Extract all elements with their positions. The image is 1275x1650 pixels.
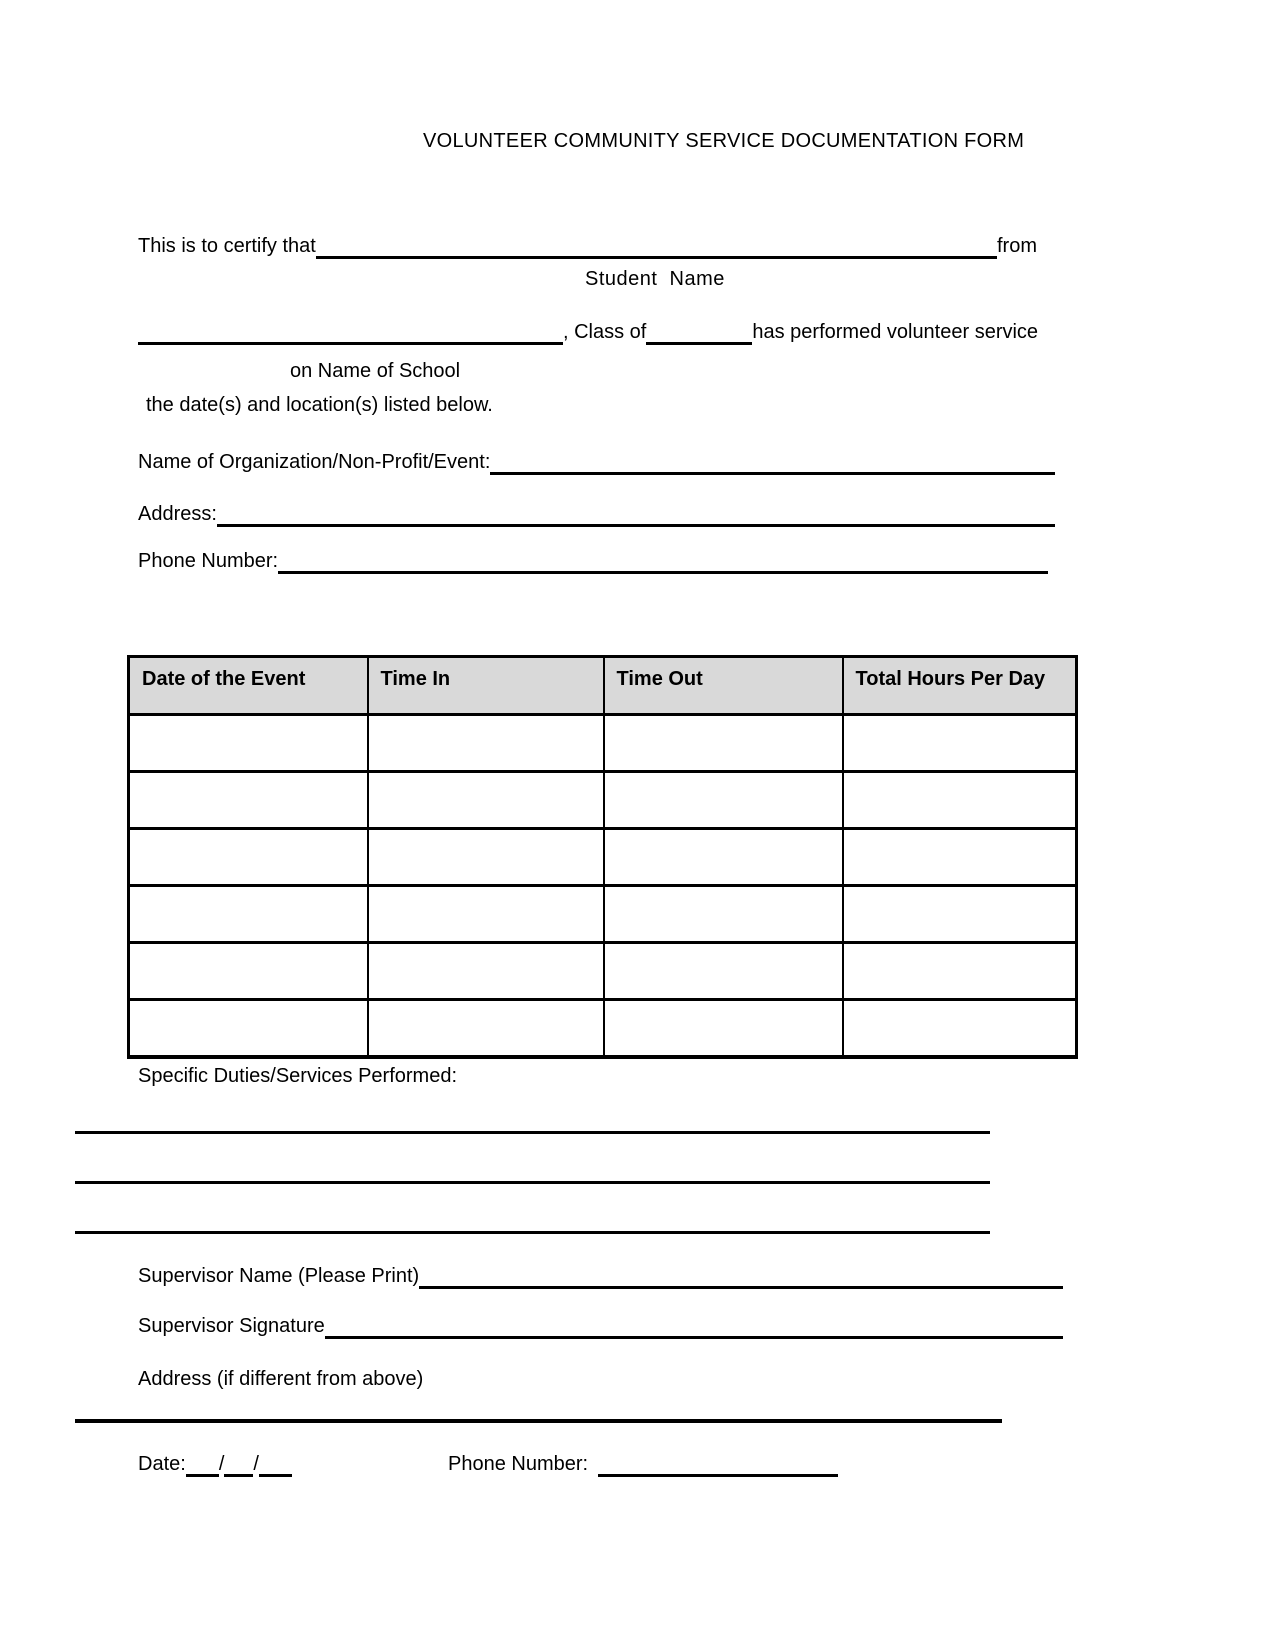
table-cell-blank[interactable] — [368, 886, 604, 943]
table-cell-blank[interactable] — [129, 829, 368, 886]
service-table-body — [129, 715, 1077, 1057]
duties-line-blank[interactable] — [75, 1131, 990, 1134]
duties-line-blank[interactable] — [75, 1231, 990, 1234]
table-row — [129, 943, 1077, 1000]
table-cell-blank[interactable] — [843, 715, 1077, 772]
table-cell-blank[interactable] — [604, 943, 843, 1000]
duties-label: Specific Duties/Services Performed: — [138, 1065, 458, 1087]
form-title: VOLUNTEER COMMUNITY SERVICE DOCUMENTATION FORM — [423, 130, 1025, 152]
table-cell-blank[interactable] — [368, 772, 604, 829]
table-row — [129, 772, 1077, 829]
table-cell-blank[interactable] — [604, 1000, 843, 1057]
table-cell-blank[interactable] — [368, 1000, 604, 1057]
student-name-blank[interactable] — [316, 232, 997, 259]
slash-1: / — [218, 1453, 225, 1475]
table-cell-blank[interactable] — [604, 829, 843, 886]
supervisor-signature-field — [138, 1312, 1063, 1339]
table-cell-blank[interactable] — [843, 886, 1077, 943]
class-year-blank[interactable] — [646, 318, 752, 345]
table-row — [129, 886, 1077, 943]
organization-field — [138, 448, 1055, 475]
address-label: Address: — [138, 503, 217, 525]
table-cell-blank[interactable] — [843, 1000, 1077, 1057]
service-hours-table — [127, 655, 1078, 1059]
footer-phone-blank[interactable] — [598, 1450, 838, 1477]
table-row — [129, 1000, 1077, 1057]
certify-line — [138, 232, 1037, 259]
table-cell-blank[interactable] — [604, 715, 843, 772]
table-cell-blank[interactable] — [368, 943, 604, 1000]
table-cell-blank[interactable] — [129, 886, 368, 943]
date-year-blank[interactable] — [259, 1450, 292, 1477]
table-cell-blank[interactable] — [129, 1000, 368, 1057]
date-month-blank[interactable] — [186, 1450, 219, 1477]
supervisor-signature-blank[interactable] — [325, 1312, 1063, 1339]
class-of-label: , Class of — [563, 321, 647, 343]
supervisor-name-field — [138, 1262, 1063, 1289]
header-date-of-event: Date of the Event — [129, 657, 368, 715]
supervisor-address-label: Address (if different from above) — [138, 1368, 424, 1390]
footer-phone-field — [448, 1450, 838, 1477]
supervisor-name-label: Supervisor Name (Please Print) — [138, 1265, 420, 1287]
address-blank[interactable] — [217, 500, 1055, 527]
table-cell-blank[interactable] — [604, 886, 843, 943]
slash-2: / — [253, 1453, 259, 1475]
certify-suffix-label: from — [997, 235, 1037, 257]
header-time-out: Time Out — [604, 657, 843, 715]
school-class-line — [138, 318, 1038, 345]
certify-prefix-label: This is to certify that — [138, 235, 316, 257]
school-name-blank[interactable] — [138, 318, 563, 345]
table-cell-blank[interactable] — [129, 772, 368, 829]
table-cell-blank[interactable] — [604, 772, 843, 829]
dates-locations-text: the date(s) and location(s) listed below. — [146, 394, 493, 416]
footer-date-field — [138, 1450, 292, 1477]
phone-blank[interactable] — [278, 547, 1048, 574]
table-cell-blank[interactable] — [129, 715, 368, 772]
table-row — [129, 829, 1077, 886]
table-cell-blank[interactable] — [368, 829, 604, 886]
table-row — [129, 715, 1077, 772]
footer-date-label: Date: — [138, 1453, 186, 1475]
supervisor-signature-label: Supervisor Signature — [138, 1315, 325, 1337]
footer-phone-label: Phone Number: — [448, 1453, 589, 1475]
organization-blank[interactable] — [490, 448, 1055, 475]
table-header-row — [129, 657, 1077, 715]
organization-label: Name of Organization/Non-Profit/Event: — [138, 451, 491, 473]
supervisor-name-blank[interactable] — [419, 1262, 1063, 1289]
table-cell-blank[interactable] — [843, 829, 1077, 886]
school-name-caption: on Name of School — [290, 360, 461, 382]
header-time-in: Time In — [368, 657, 604, 715]
table-cell-blank[interactable] — [843, 772, 1077, 829]
performed-service-label: has performed volunteer service — [752, 321, 1039, 343]
date-day-blank[interactable] — [224, 1450, 253, 1477]
phone-field — [138, 547, 1048, 574]
duties-line-blank[interactable] — [75, 1181, 990, 1184]
header-total-hours: Total Hours Per Day — [843, 657, 1077, 715]
supervisor-address-blank[interactable] — [75, 1419, 1002, 1423]
table-cell-blank[interactable] — [368, 715, 604, 772]
phone-label: Phone Number: — [138, 550, 279, 572]
table-cell-blank[interactable] — [129, 943, 368, 1000]
address-field — [138, 500, 1055, 527]
table-cell-blank[interactable] — [843, 943, 1077, 1000]
student-name-caption: Student Name — [585, 268, 725, 290]
